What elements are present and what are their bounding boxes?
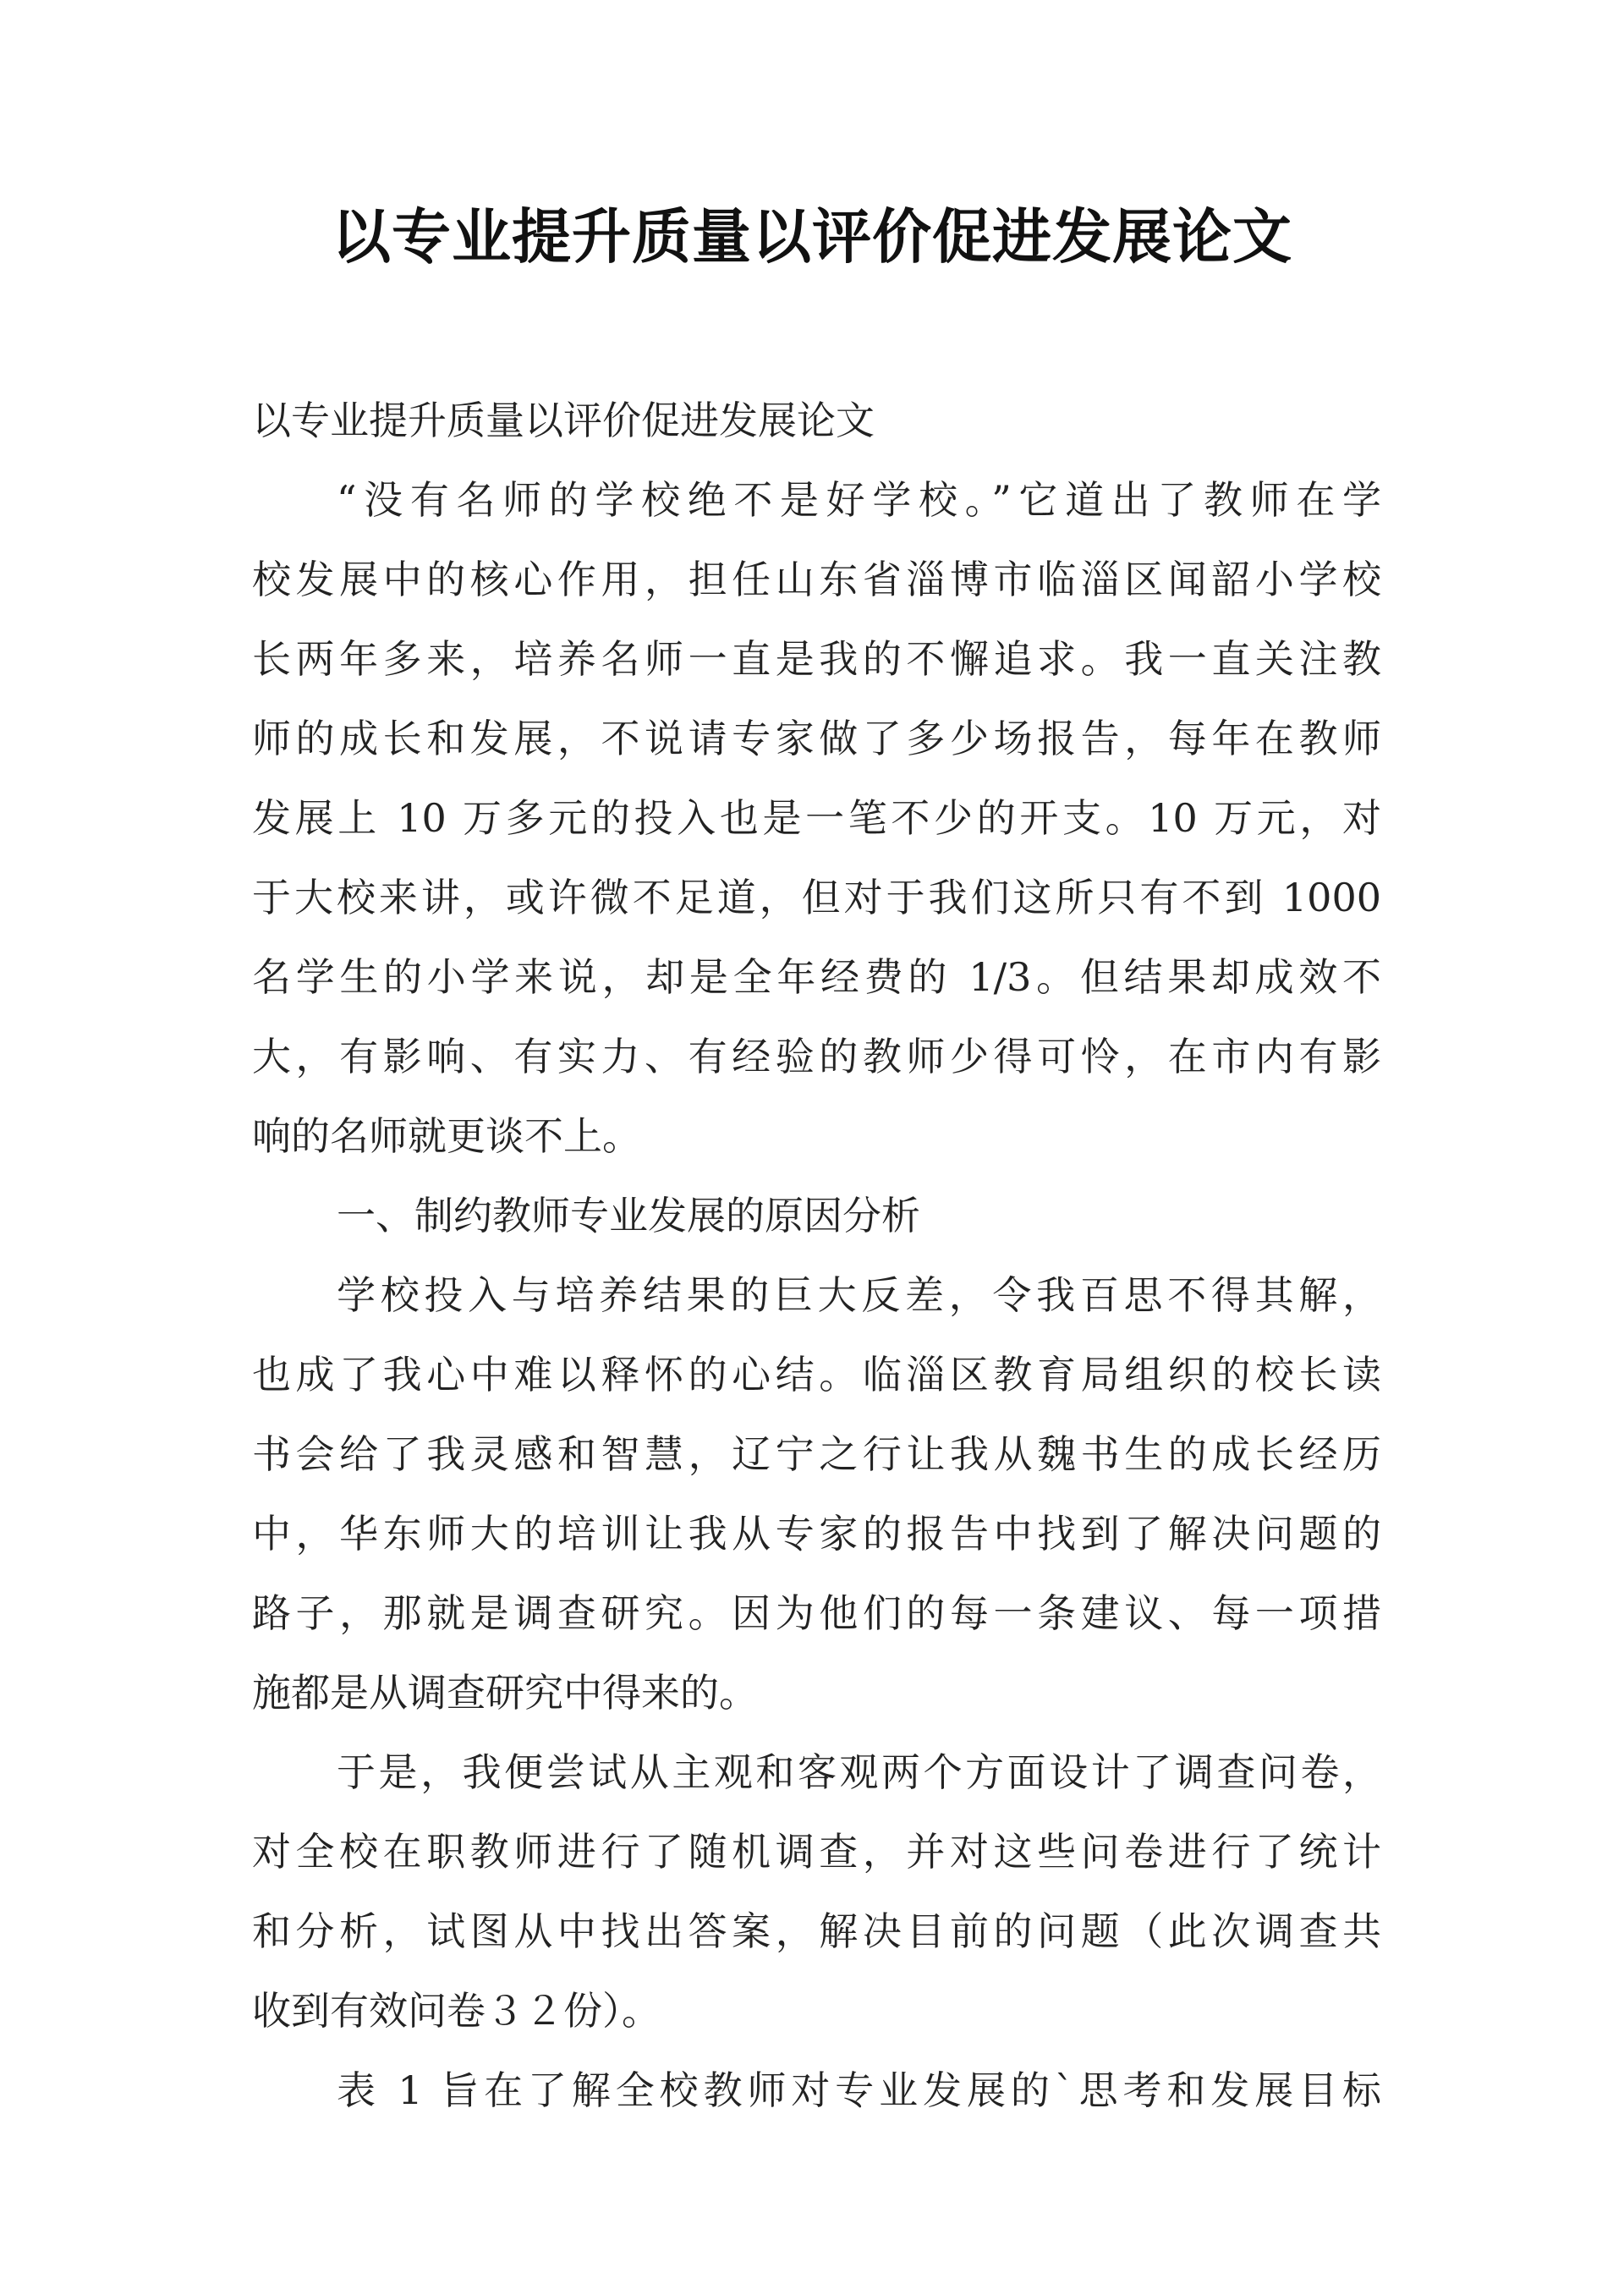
document-body <box>252 381 1381 2130</box>
text-line: 表 1 旨在了解全校教师对专业发展的`思考和发展目标 <box>337 2067 1381 2113</box>
text-line: 中，华东师大的培训让我从专家的报告中找到了解决问题的 <box>252 1511 1381 1557</box>
text-line: “没有名师的学校绝不是好学校。”它道出了教师在学 <box>337 477 1381 523</box>
text-line: 响的名师就更谈不上。 <box>252 1113 641 1159</box>
text-line: 和分析，试图从中找出答案，解决目前的问题（此次调查共 <box>252 1908 1381 1954</box>
text-line: 路子，那就是调查研究。因为他们的每一条建议、每一项措 <box>252 1590 1381 1636</box>
text-line: 名学生的小学来说，却是全年经费的 1/3。但结果却成效不 <box>252 954 1381 1000</box>
text-line: 学校投入与培养结果的巨大反差，令我百思不得其解， <box>337 1272 1381 1318</box>
text-line: 收到有效问卷３２份）。 <box>252 1988 661 2034</box>
text-line: 校发展中的核心作用，担任山东省淄博市临淄区闻韶小学校 <box>252 557 1381 602</box>
text-line: 于大校来讲，或许微不足道，但对于我们这所只有不到 1000 <box>252 875 1381 920</box>
text-line: 施都是从调查研究中得来的。 <box>252 1670 758 1716</box>
text-line: 对全校在职教师进行了随机调查，并对这些问卷进行了统计 <box>252 1829 1381 1875</box>
text-line: 也成了我心中难以释怀的心结。临淄区教育局组织的校长读 <box>252 1352 1381 1397</box>
text-line: 长两年多来，培养名师一直是我的不懈追求。我一直关注教 <box>252 636 1381 682</box>
text-line: 大，有影响、有实力、有经验的教师少得可怜，在市内有影 <box>252 1034 1381 1079</box>
text-line: 以专业提升质量以评价促进发展论文 <box>252 398 875 443</box>
text-line: 一、制约教师专业发展的原因分析 <box>337 1193 920 1238</box>
text-line: 书会给了我灵感和智慧，辽宁之行让我从魏书生的成长经历 <box>252 1431 1381 1477</box>
document-title: 以专业提升质量以评价促进发展论文 <box>332 201 1292 272</box>
text-line: 发展上 10 万多元的投入也是一笔不少的开支。10 万元，对 <box>252 795 1381 841</box>
text-line: 师的成长和发展，不说请专家做了多少场报告，每年在教师 <box>252 716 1381 761</box>
text-line: 于是，我便尝试从主观和客观两个方面设计了调查问卷， <box>337 1749 1381 1795</box>
